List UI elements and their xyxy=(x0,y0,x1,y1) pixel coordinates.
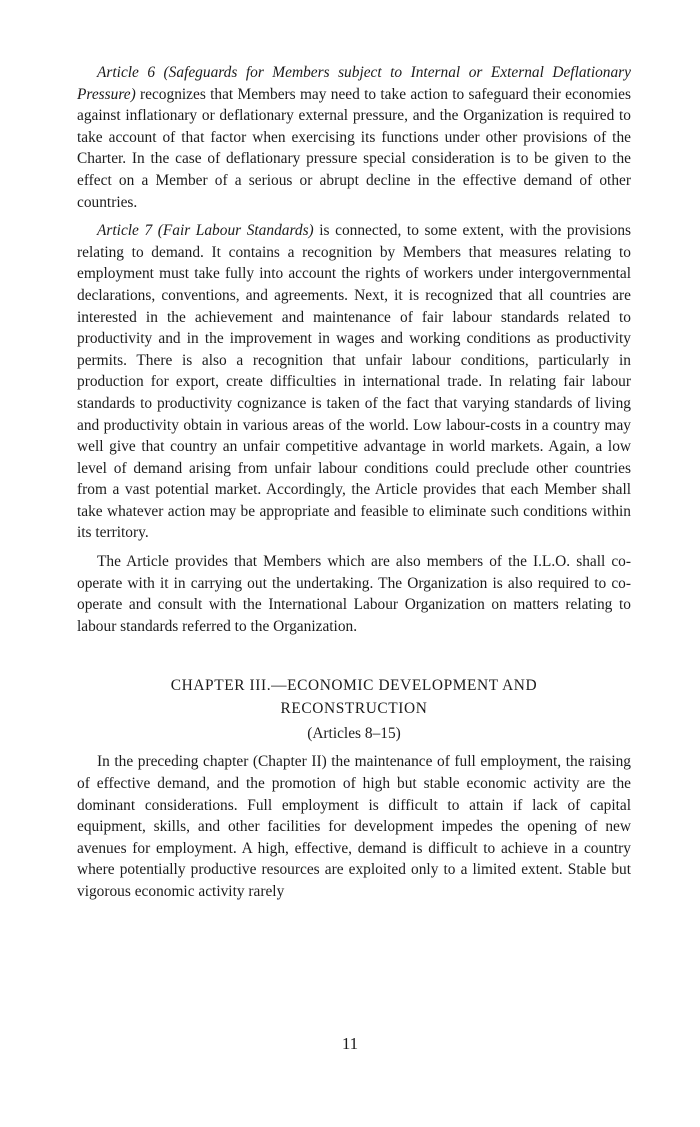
article-6-heading: Article 6 (Safeguards for Members subject to Internal or External Deflationary Pressure) xyxy=(77,64,631,103)
chapter-3-intro-paragraph: In the preceding chapter (Chapter II) the maintenance of full employment, the raising of effective demand, and the promotion of high but stable economic activity are the dominant considerations. Full employment is difficult to attain if lack of capital equipment, skills, and other facilities for development impedes the opening of new avenues for employment. A high, effective, demand is difficult to achieve in a country where potentially productive resources are exploited only to a limited extent. Stable but vigorous economic activity rarely xyxy=(77,753,631,900)
chapter-title-line-2: RECONSTRUCTION xyxy=(280,700,428,718)
article-7-heading: Article 7 (Fair Labour Standards) xyxy=(97,222,314,240)
page-body xyxy=(77,62,631,910)
ilo-paragraph: The Article provides that Members which are also members of the I.L.O. shall co-operate with it in carrying out the undertaking. The Organization is also required to co-operate and consult with the International Labour Organization on matters relating to labour standards referred to the Organization. xyxy=(77,553,631,635)
page-number: 11 xyxy=(341,1034,359,1053)
article-6-text: recognizes that Members may need to take action to safeguard their economies against inflationary or deflationary external pressure, and the Organization is required to take account of that factor when exercising its functions under other provisions of the Charter. In the case of deflationary pressure special consideration is to be given to the effect on a Member of a serious or abrupt decline in the effective demand of other countries. xyxy=(77,85,631,211)
article-6-paragraph xyxy=(77,62,631,213)
chapter-articles-range: (Articles 8–15) xyxy=(307,725,401,743)
article-7-text: is connected, to some extent, with the provisions relating to demand. It contains a recognition by Members that measures relating to employment must take fully into account the rights of workers under intergovernmental declarations, conventions, and agreements. Next, it is recognized that all countries are interested in the achievement and maintenance of fair labour standards related to productivity and in the improvement in wages and working conditions as productivity permits. There is also a recognition that unfair labour conditions, particularly in production for export, create difficulties in international trade. In relating fair labour standards to productivity cognizance is taken of the fact that varying standards of living and productivity obtain in various areas of the world. Low labour-costs in a country may well give that country an unfair competitive advantage in world markets. Again, a low level of demand arising from unfair labour conditions could preclude other countries from a vast potential market. Accordingly, the Article provides that each Member shall take whatever action may be appropriate and feasible to eliminate such conditions within its territory. xyxy=(77,222,632,542)
chapter-heading xyxy=(77,674,631,745)
chapter-title-line-1: CHAPTER III.—ECONOMIC DEVELOPMENT AND xyxy=(170,677,538,695)
article-7-paragraph xyxy=(77,220,631,544)
